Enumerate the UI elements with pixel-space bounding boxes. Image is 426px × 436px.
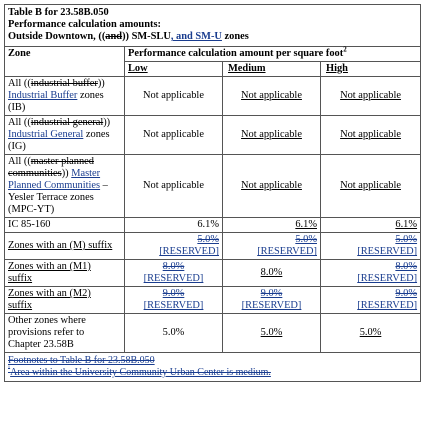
- medium-cell-other: 5.0%: [223, 314, 321, 353]
- low-cell-ic: 6.1%: [125, 218, 223, 233]
- high-cell-ig: Not applicable: [321, 116, 421, 155]
- medium-cell-ib: Not applicable: [223, 77, 321, 116]
- low-cell-mpc: Not applicable: [125, 155, 223, 218]
- table-row-m: [5, 233, 421, 260]
- table-row-ic: [5, 218, 421, 233]
- low-cell-other: 5.0%: [125, 314, 223, 353]
- zone-cell-mpc: All ((master planned communities)) Master Planned Communities – Yesler Terrace zones (MPC-YT): [5, 155, 125, 218]
- zone-cell-m1: Zones with an (M1) suffix: [5, 260, 125, 287]
- performance-table: [4, 4, 421, 382]
- table-row-ig: [5, 116, 421, 155]
- medium-cell-mpc: Not applicable: [223, 155, 321, 218]
- title-line-3: Outside Downtown, ((and)) SM-SLU, and SM-U zones: [8, 31, 249, 42]
- high-cell-ib: Not applicable: [321, 77, 421, 116]
- table-row-m2: [5, 287, 421, 314]
- high-cell-m2: 9.0% [RESERVED]: [321, 287, 421, 314]
- zone-cell-ig: All ((industrial general)) Industrial General zones (IG): [5, 116, 125, 155]
- medium-cell-m1: 8.0%: [223, 260, 321, 287]
- footnote-1: $^{^1}$Area within the University Community Urban Center is medium.: [8, 364, 271, 378]
- high-cell-ic: 6.1%: [321, 218, 421, 233]
- zone-cell-ib: All ((industrial buffer)) Industrial Buffer zones (IB): [5, 77, 125, 116]
- table-title: [5, 5, 421, 47]
- medium-cell-ig: Not applicable: [223, 116, 321, 155]
- low-header: Low: [125, 62, 223, 77]
- medium-cell-m2: 9.0% [RESERVED]: [223, 287, 321, 314]
- title-line-2: Performance calculation amounts:: [8, 19, 161, 30]
- high-cell-mpc: Not applicable: [321, 155, 421, 218]
- table-document: [4, 4, 420, 382]
- table-row-ib: [5, 77, 421, 116]
- low-cell-m2: 9.0% [RESERVED]: [125, 287, 223, 314]
- footnote-row: [5, 353, 421, 382]
- table-row-mpc: [5, 155, 421, 218]
- low-cell-ib: Not applicable: [125, 77, 223, 116]
- high-cell-other: 5.0%: [321, 314, 421, 353]
- footnote-heading: Footnotes to Table B for 23.58B.050: [8, 355, 155, 366]
- medium-header: Medium: [223, 62, 321, 77]
- table-title-row: [5, 5, 421, 47]
- low-cell-ig: Not applicable: [125, 116, 223, 155]
- table-row-m1: [5, 260, 421, 287]
- zone-cell-other: Other zones where provisions refer to Chapter 23.58B: [5, 314, 125, 353]
- medium-cell-ic: 6.1%: [223, 218, 321, 233]
- table-row-other: [5, 314, 421, 353]
- zone-header: Zone: [5, 47, 125, 77]
- amount-header: Performance calculation amount per square foot$^2$: [125, 47, 421, 62]
- low-cell-m1: 8.0% [RESERVED]: [125, 260, 223, 287]
- footnotes: [5, 353, 421, 382]
- low-cell-m: 5.0% [RESERVED]: [125, 233, 223, 260]
- zone-cell-m2: Zones with an (M2) suffix: [5, 287, 125, 314]
- zone-cell-m: Zones with an (M) suffix: [5, 233, 125, 260]
- zone-cell-ic: IC 85-160: [5, 218, 125, 233]
- title-line-1: Table B for 23.58B.050: [8, 7, 109, 18]
- high-cell-m1: 8.0% [RESERVED]: [321, 260, 421, 287]
- header-row: [5, 47, 421, 62]
- medium-cell-m: 5.0% [RESERVED]: [223, 233, 321, 260]
- high-header: High: [321, 62, 421, 77]
- high-cell-m: 5.0% [RESERVED]: [321, 233, 421, 260]
